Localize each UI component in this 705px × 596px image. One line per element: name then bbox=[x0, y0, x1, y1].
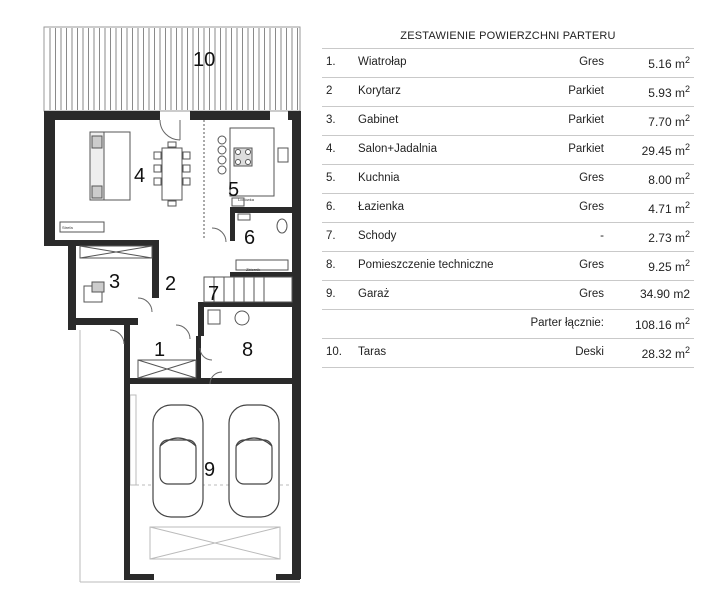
room-area: 9.25 $m^2$ bbox=[648, 258, 690, 274]
room-area: 4.71 $m^2$ bbox=[648, 200, 690, 216]
row-number: 5. bbox=[326, 172, 336, 184]
table-row bbox=[322, 193, 694, 222]
table-row bbox=[322, 164, 694, 193]
room-label-1: 1 bbox=[154, 339, 166, 361]
area-unit: $m^2$ bbox=[674, 200, 690, 216]
row-number: 1. bbox=[326, 56, 336, 68]
floor-material: Parkiet bbox=[568, 143, 604, 155]
table-row bbox=[322, 135, 694, 164]
room-area: 7.70 $m^2$ bbox=[648, 113, 690, 129]
table-rows bbox=[322, 48, 694, 368]
room-name: Taras bbox=[358, 346, 387, 358]
room-area: 34.90 m2 bbox=[639, 287, 690, 301]
floor-material: - bbox=[600, 230, 604, 242]
area-unit: $m^2$ bbox=[674, 142, 690, 158]
room-name: Pomieszczenie techniczne bbox=[358, 259, 494, 271]
room-label-2: 2 bbox=[165, 273, 177, 295]
table-row bbox=[322, 251, 694, 280]
row-number: 3. bbox=[326, 114, 336, 126]
floor-material: Deski bbox=[575, 346, 604, 358]
area-unit: $m^2$ bbox=[674, 171, 690, 187]
table-row bbox=[322, 106, 694, 135]
floor-plan bbox=[0, 0, 320, 596]
table-row bbox=[322, 280, 694, 309]
room-name: Wiatrołap bbox=[358, 56, 407, 68]
floor-material: Gres bbox=[579, 259, 604, 271]
table-row bbox=[322, 222, 694, 251]
floor-material: Gres bbox=[579, 56, 604, 68]
room-name: Kuchnia bbox=[358, 172, 400, 184]
small-label-zbiornik: Zbiornik bbox=[246, 267, 261, 272]
room-label-7: 7 bbox=[208, 283, 220, 305]
room-label-6: 6 bbox=[244, 227, 256, 249]
room-name: Gabinet bbox=[358, 114, 399, 126]
table-title: ZESTAWIENIE POWIERZCHNI PARTERU bbox=[400, 30, 616, 42]
floor-material: Gres bbox=[579, 288, 604, 300]
row-number: 6. bbox=[326, 201, 336, 213]
tech-room-fixtures bbox=[208, 310, 249, 325]
row-number: 8. bbox=[326, 259, 336, 271]
living-room-furniture bbox=[60, 132, 190, 232]
room-area: 5.93 $m^2$ bbox=[648, 84, 690, 100]
area-unit: $m^2$ bbox=[674, 258, 690, 274]
room-label-8: 8 bbox=[242, 339, 254, 361]
room-name: Schody bbox=[358, 230, 397, 242]
floor-material: Parkiet bbox=[568, 85, 604, 97]
total-label: Parter łącznie: bbox=[530, 317, 604, 329]
room-label-3: 3 bbox=[109, 271, 121, 293]
table-row-terrace bbox=[322, 338, 694, 368]
office-desk bbox=[84, 282, 104, 302]
room-name: Łazienka bbox=[358, 201, 405, 213]
area-unit: $m^2$ bbox=[674, 345, 690, 361]
room-name: Garaż bbox=[358, 288, 390, 300]
cars bbox=[153, 405, 279, 517]
area-unit: $m^2$ bbox=[674, 55, 690, 71]
area-unit: $m^2$ bbox=[674, 113, 690, 129]
room-area: 28.32 $m^2$ bbox=[641, 345, 690, 361]
car-left bbox=[153, 405, 203, 517]
row-number: 9. bbox=[326, 288, 336, 300]
room-label-10: 10 bbox=[193, 49, 216, 71]
terrace-boards bbox=[44, 27, 300, 111]
room-label-9: 9 bbox=[204, 459, 216, 481]
floor-material: Gres bbox=[579, 201, 604, 213]
table-row bbox=[322, 48, 694, 77]
row-number: 10. bbox=[326, 346, 342, 358]
room-area: 8.00 $m^2$ bbox=[648, 171, 690, 187]
room-area: 2.73 $m^2$ bbox=[648, 229, 690, 245]
room-area: 5.16 $m^2$ bbox=[648, 55, 690, 71]
row-number: 4. bbox=[326, 143, 336, 155]
area-unit: $m^2$ bbox=[674, 316, 690, 332]
room-label-5: 5 bbox=[228, 179, 240, 201]
room-name: Korytarz bbox=[358, 85, 401, 97]
floor-material: Gres bbox=[579, 172, 604, 184]
table-total-row bbox=[322, 309, 694, 338]
row-number: 2 bbox=[326, 85, 333, 97]
room-area: 29.45 $m^2$ bbox=[641, 142, 690, 158]
car-right bbox=[229, 405, 279, 517]
total-area: 108.16 $m^2$ bbox=[634, 316, 690, 332]
area-unit: $m^2$ bbox=[674, 229, 690, 245]
floor-material: Parkiet bbox=[568, 114, 604, 126]
area-unit: $m^2$ bbox=[674, 84, 690, 100]
small-label-lodowka: Lodówka bbox=[238, 197, 255, 202]
small-label-strefa: Strefa bbox=[62, 225, 73, 230]
table-row bbox=[322, 77, 694, 106]
area-table bbox=[322, 24, 694, 368]
row-number: 7. bbox=[326, 230, 336, 242]
room-label-4: 4 bbox=[134, 165, 146, 187]
room-name: Salon+Jadalnia bbox=[358, 143, 437, 155]
